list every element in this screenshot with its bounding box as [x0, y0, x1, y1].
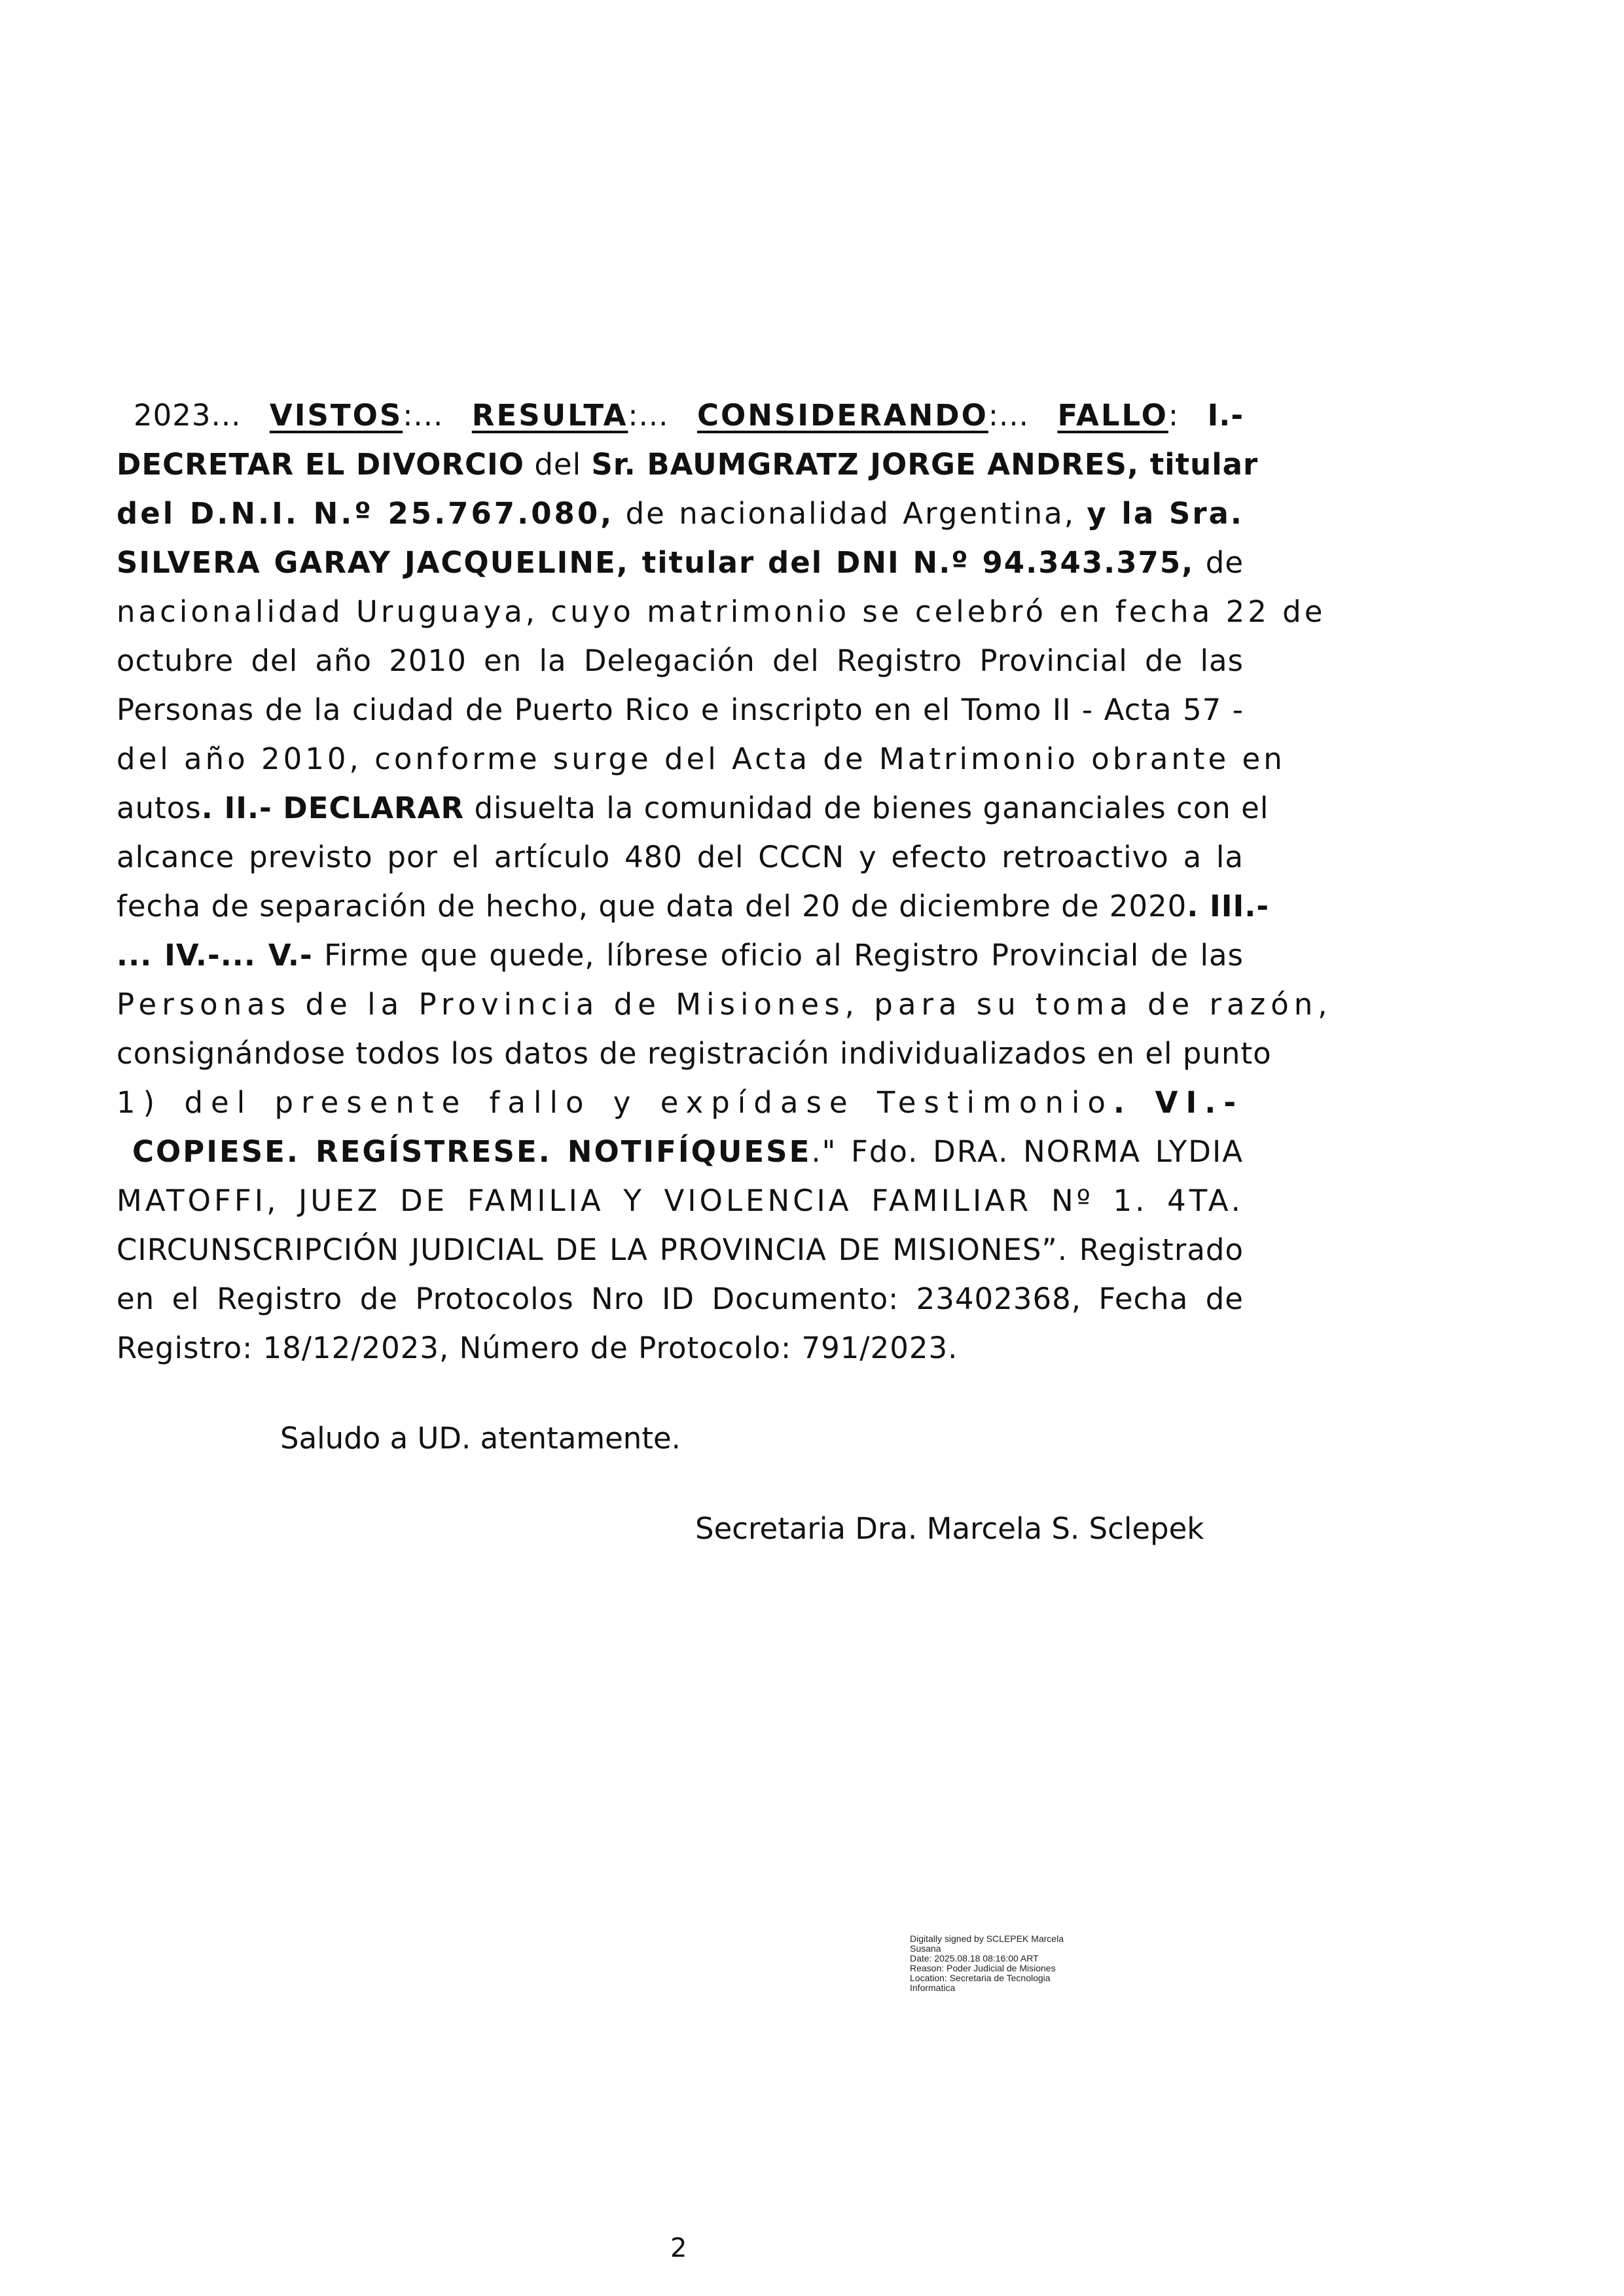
- resulta-heading: RESULTA: [471, 398, 628, 433]
- body-line-17: MATOFFI, JUEZ DE FAMILIA Y VIOLENCIA FAMILIAR Nº 1. 4TA.: [117, 1183, 1244, 1218]
- body-line-3: [117, 489, 1244, 538]
- digital-signature-date: Date: 2025.08.18 08:16:00 ART: [910, 1953, 1039, 1964]
- body-line-18: CIRCUNSCRIPCIÓN JUDICIAL DE LA PROVINCIA DE MISIONES”. Registrado: [117, 1232, 1244, 1267]
- party-1-name: Sr. BAUMGRATZ JORGE ANDRES, titular: [591, 447, 1259, 482]
- considerando-heading: CONSIDERANDO: [696, 398, 988, 433]
- body-line-20: Registro: 18/12/2023, Número de Protocolo: 791/2023.: [117, 1331, 958, 1365]
- body-line-4: [117, 538, 1244, 587]
- resulta-ellipsis: :...: [628, 398, 669, 433]
- digital-signature-block: [910, 1934, 1146, 1993]
- testimonio-text: 1) del presente fallo y expídase Testimonio: [117, 1085, 1113, 1120]
- fdo-text: ." Fdo. DRA. NORMA LYDIA: [811, 1134, 1244, 1169]
- body-line-14: consignándose todos los datos de registración individualizados en el punto: [117, 1036, 1272, 1071]
- closing-salutation: Saludo a UD. atentamente.: [280, 1421, 681, 1456]
- item-2-declarar: . II.- DECLARAR: [201, 791, 465, 825]
- separation-date-text: fecha de separación de hecho, que data del 20 de diciembre de 2020: [117, 889, 1187, 924]
- fallo-heading: FALLO: [1057, 398, 1168, 433]
- party-2-intro: y la Sra.: [1087, 496, 1244, 531]
- body-line-12: [117, 931, 1244, 980]
- body-line-7: Personas de la ciudad de Puerto Rico e inscripto en el Tomo II - Acta 57 -: [117, 692, 1244, 727]
- year-text: 2023...: [134, 398, 242, 433]
- item-3-number: . III.-: [1187, 889, 1269, 924]
- item-2-text: disuelta la comunidad de bienes gananciales con el: [474, 791, 1269, 825]
- body-line-1: [117, 391, 1244, 440]
- body-line-2: [117, 440, 1259, 489]
- digital-signature-line: Informatica: [910, 1982, 956, 1993]
- body-line-15: [117, 1078, 1244, 1127]
- item-1-number: I.-: [1207, 398, 1244, 433]
- body-line-8: del año 2010, conforme surge del Acta de Matrimonio obrante en: [117, 742, 1286, 776]
- del-text: del: [534, 447, 582, 482]
- decretar-divorcio: DECRETAR EL DIVORCIO: [117, 447, 524, 482]
- party-1-dni: del D.N.I. N.º 25.767.080,: [117, 496, 615, 531]
- vistos-heading: VISTOS: [269, 398, 403, 433]
- body-line-6: octubre del año 2010 en la Delegación del Registro Provincial de las: [117, 643, 1244, 678]
- copiese-registrese-notifiquese: COPIESE. REGÍSTRESE. NOTIFÍQUESE: [132, 1134, 812, 1169]
- signer-name: Secretaria Dra. Marcela S. Sclepek: [695, 1511, 1204, 1546]
- items-4-5-numbers: ... IV.-... V.-: [117, 938, 313, 973]
- body-line-9: [117, 783, 1269, 833]
- digital-signature-reason: Reason: Poder Judicial de Misiones: [910, 1963, 1056, 1973]
- item-6-number: . VI.-: [1113, 1085, 1244, 1120]
- digital-signature-line: Susana: [910, 1943, 941, 1954]
- body-line-19: en el Registro de Protocolos Nro ID Documento: 23402368, Fecha de: [117, 1282, 1244, 1316]
- autos-text: autos: [117, 791, 202, 825]
- page-number: 2: [670, 2233, 687, 2263]
- body-line-13: Personas de la Provincia de Misiones, para su toma de razón,: [117, 987, 1333, 1022]
- considerando-ellipsis: :...: [988, 398, 1029, 433]
- vistos-ellipsis: :...: [403, 398, 444, 433]
- de-text: de: [1205, 545, 1244, 580]
- digital-signature-location: Location: Secretaria de Tecnologia: [910, 1973, 1051, 1983]
- digital-signature-line: Digitally signed by SCLEPEK Marcela: [910, 1933, 1064, 1944]
- fallo-colon: :: [1168, 398, 1180, 433]
- body-line-5: nacionalidad Uruguaya, cuyo matrimonio se celebró en fecha 22 de: [117, 594, 1326, 629]
- party-1-nationality: de nacionalidad Argentina,: [625, 496, 1076, 531]
- item-5-text: Firme que quede, líbrese oficio al Registro Provincial de las: [324, 938, 1244, 973]
- body-line-16: [117, 1127, 1244, 1176]
- body-line-10: alcance previsto por el artículo 480 del CCCN y efecto retroactivo a la: [117, 840, 1244, 874]
- party-2-name-dni: SILVERA GARAY JACQUELINE, titular del DNI N.º 94.343.375,: [117, 545, 1195, 580]
- body-line-11: [117, 882, 1269, 931]
